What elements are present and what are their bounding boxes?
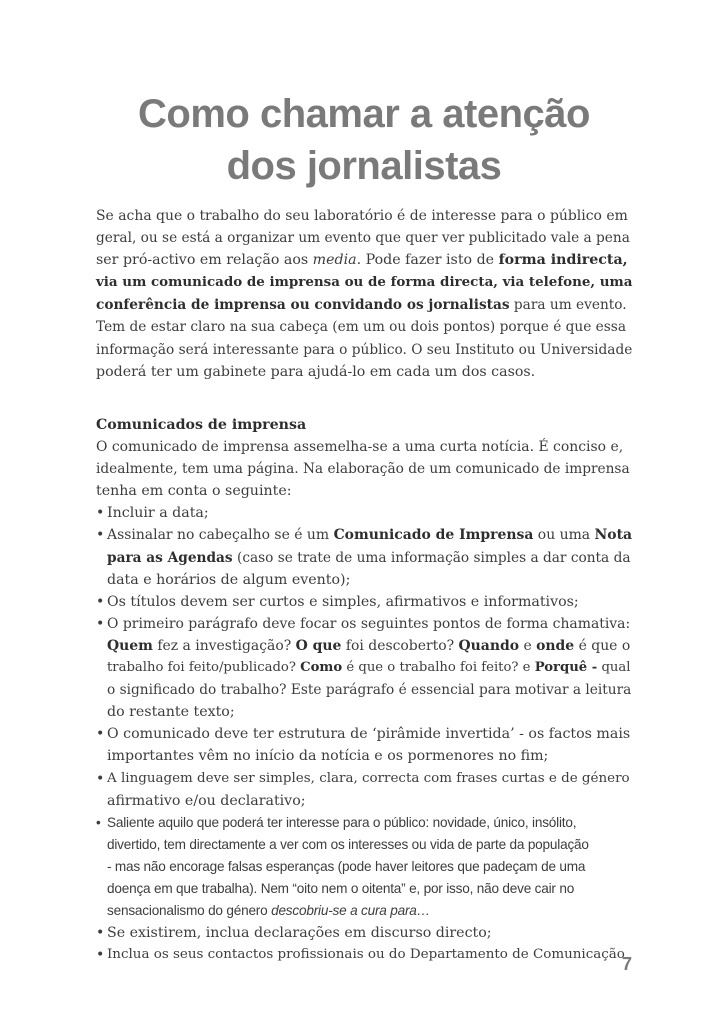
list-item-text: importantes vêm no início da notícia e os pormenores no fim; (107, 748, 549, 765)
list-item-text: - mas não encorage falsas esperanças (pode haver leitores que padeçam de uma (107, 858, 586, 874)
intro-bold: forma indirecta, (498, 252, 628, 269)
intro-line (96, 249, 632, 271)
list-text: é que o trabalho foi feito? e (342, 660, 535, 676)
list-item-text: o significado do trabalho? Este parágrafo é essencial para motivar a leitura (107, 682, 632, 699)
press-release-section (96, 414, 632, 966)
section-heading-text: Comunicados de imprensa (96, 417, 307, 433)
list-item (96, 591, 632, 613)
bullet-icon: • (96, 726, 105, 743)
list-item (96, 613, 632, 723)
list-item (96, 723, 632, 767)
intro-line: poderá ter um gabinete para ajudá-lo em cada um dos casos. (96, 363, 536, 380)
list-bold: para as Agendas (107, 549, 233, 566)
bullet-icon: • (96, 615, 105, 632)
bullet-icon: • (96, 505, 105, 522)
section-line: tenha em conta o seguinte: (96, 483, 292, 500)
list-text: é que o (574, 637, 631, 654)
list-item-text: afirmativo e/ou declarativo; (107, 792, 306, 809)
section-line: O comunicado de imprensa assemelha-se a uma curta notícia. É conciso e, (96, 439, 624, 456)
list-text: Assinalar no cabeçalho se é um (107, 527, 334, 544)
page-number: 7 (621, 954, 632, 974)
list-item (96, 944, 632, 966)
list-text: e (519, 637, 537, 654)
list-item (96, 502, 632, 524)
intro-line: informação será interessante para o público. O seu Instituto ou Universidade (96, 341, 633, 358)
list-item-text: O primeiro parágrafo deve focar os seguintes pontos de forma chamativa: (107, 615, 631, 632)
list-text: (caso se trate de uma informação simples a dar conta da (232, 549, 631, 566)
list-text: qual (597, 660, 631, 676)
section-heading (96, 414, 632, 436)
list-item-text: Os títulos devem ser curtos e simples, afirmativos e informativos; (107, 593, 579, 610)
list-item (96, 922, 632, 944)
list-item-text: doença em que trabalha). Nem “oito nem o oitenta” e, por isso, não deve cair no (107, 880, 575, 896)
bullet-icon: • (96, 593, 105, 610)
list-item-text (107, 900, 632, 922)
list-text: foi descoberto? (341, 637, 459, 654)
title-line-1: Como chamar a atenção (138, 92, 590, 136)
bullet-icon: • (96, 527, 105, 544)
list-item-text (107, 657, 632, 679)
list-item-text: Incluir a data; (107, 505, 209, 522)
intro-text: para um evento. (509, 297, 627, 314)
bullet-icon: • (96, 925, 105, 942)
bullet-icon: • (96, 814, 101, 830)
page-title (96, 88, 632, 192)
section-line: idealmente, tem uma página. Na elaboração de um comunicado de imprensa (96, 461, 630, 478)
list-item-text: divertido, tem directamente a ver com os interesses ou vida de parte da população (107, 836, 589, 852)
list-text: trabalho foi feito/publicado? (107, 660, 301, 676)
intro-emphasis: media (312, 252, 357, 269)
list-item-text: data e horários de algum evento); (107, 571, 351, 588)
title-line-2: dos jornalistas (226, 144, 502, 188)
list-item-text: Inclua os seus contactos profissionais ou do Departamento de Comunicação (107, 947, 625, 963)
list-text: sensacionalismo do género (107, 903, 272, 919)
list-item (96, 524, 632, 590)
list-emphasis: descobriu-se a cura para… (271, 903, 431, 919)
list-item-text: A linguagem deve ser simples, clara, correcta com frases curtas e de género (107, 770, 630, 786)
list-item (96, 768, 632, 812)
intro-line (96, 294, 632, 316)
intro-line: Tem de estar claro na sua cabeça (em um ou dois pontos) porque é que essa (96, 319, 626, 336)
list-bold: Nota (594, 527, 633, 544)
list-bold: Quem (107, 637, 153, 654)
intro-text: ser pró-activo em relação aos (96, 252, 313, 269)
intro-text: . Pode fazer isto de (356, 252, 499, 269)
list-text: ou uma (533, 527, 595, 544)
bullet-icon: • (96, 770, 105, 787)
list-bold: onde (536, 637, 575, 654)
list-item-text: O comunicado deve ter estrutura de ‘pirâmide invertida’ - os factos mais (107, 726, 631, 743)
list-bold: Como (300, 660, 343, 676)
intro-paragraph (96, 205, 632, 383)
list-text: fez a investigação? (152, 637, 296, 654)
list-item (96, 812, 632, 922)
list-bold: O que (295, 637, 342, 654)
intro-line: geral, ou se está a organizar um evento que quer ver publicitado vale a pena (96, 230, 630, 247)
bullet-icon: • (96, 947, 105, 964)
intro-bold: via um comunicado de imprensa ou de forma directa, via telefone, uma (96, 274, 633, 291)
list-item-text: Saliente aquilo que poderá ter interesse para o público: novidade, único, insólito, (107, 814, 577, 830)
list-bold: Porquê - (534, 660, 598, 676)
list-item-text (107, 524, 632, 546)
intro-line: Se acha que o trabalho do seu laboratório é de interesse para o público em (96, 208, 628, 224)
intro-bold: conferência de imprensa ou convidando os jornalistas (96, 297, 510, 314)
list-bold: Comunicado de Imprensa (333, 527, 534, 544)
list-item-text: Se existirem, inclua declarações em discurso directo; (107, 925, 492, 942)
intro-line (96, 271, 632, 294)
list-item-text (107, 635, 632, 657)
list-item-text (107, 547, 632, 569)
list-item-text: do restante texto; (107, 704, 235, 721)
list-bold: Quando (458, 637, 520, 654)
